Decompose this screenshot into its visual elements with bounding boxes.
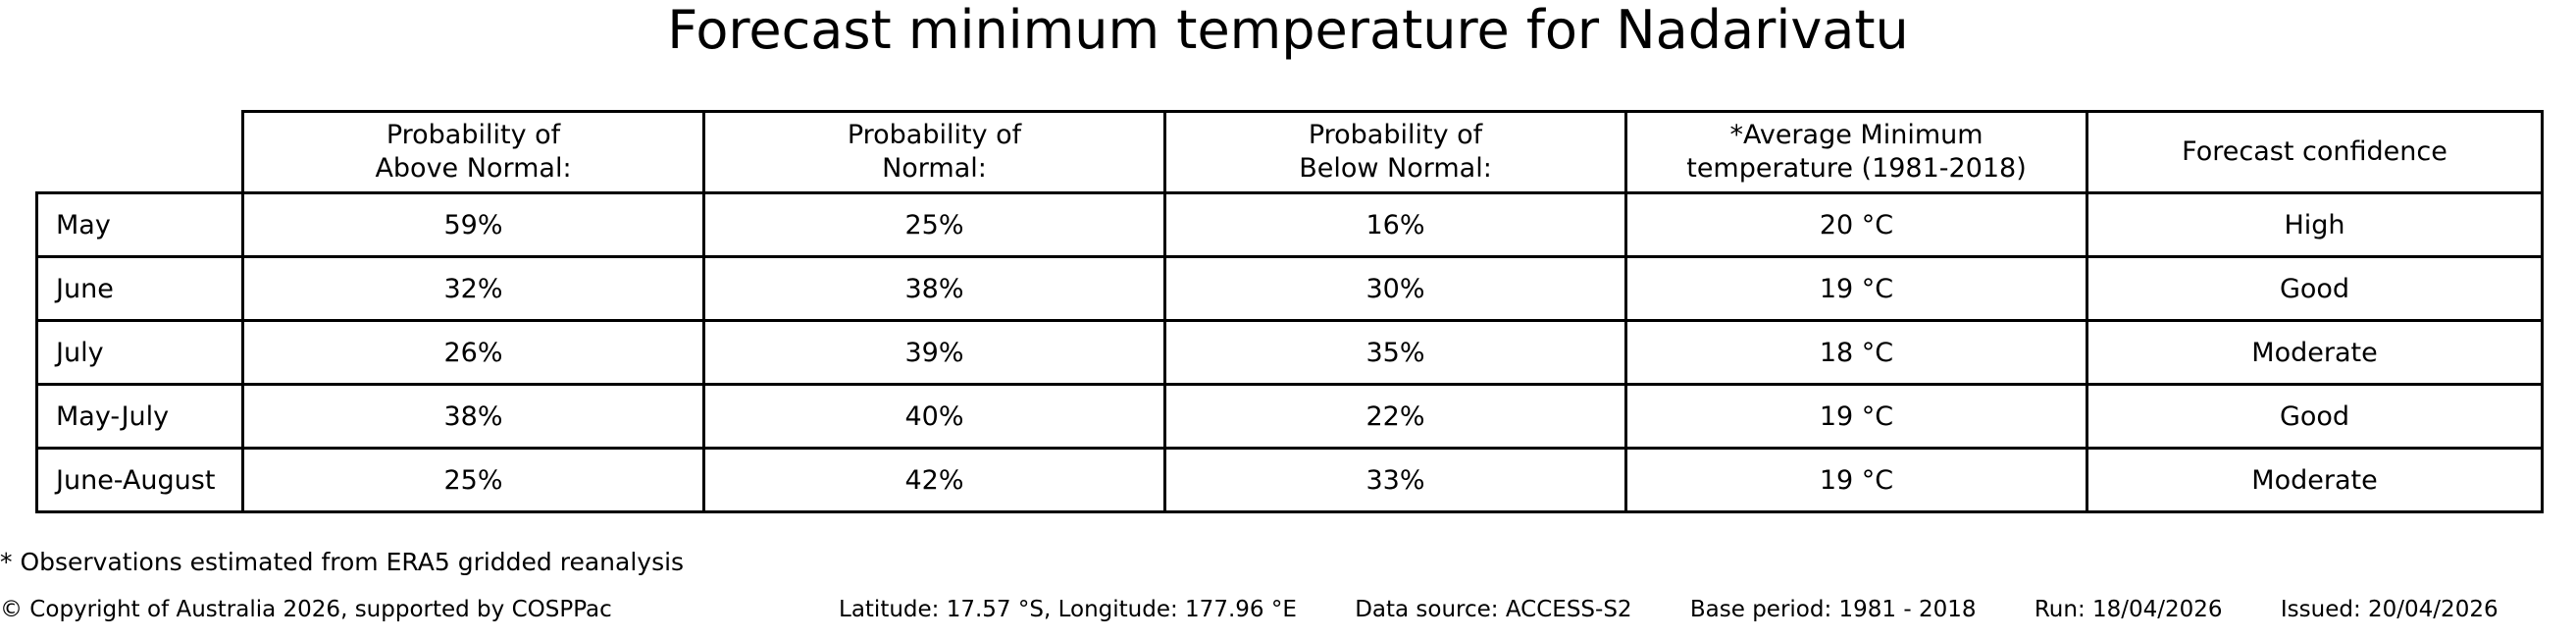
row-label: June-August [37,449,243,512]
header-line-1: Probability of [1308,120,1483,150]
cell-forecast-confidence: Moderate [2087,321,2543,385]
table-row [37,385,2543,449]
footer-metadata [839,597,2499,622]
table-row [37,193,2543,257]
cell-below-normal: 30% [1165,257,1626,321]
cell-average-min-temp: 19 °C [1626,385,2087,449]
row-label: June [37,257,243,321]
cell-above-normal: 38% [243,385,704,449]
cell-average-min-temp: 20 °C [1626,193,2087,257]
table-row [37,257,2543,321]
cell-above-normal: 32% [243,257,704,321]
footer-run-date: Run: 18/04/2026 [2034,597,2223,622]
footnote: * Observations estimated from ERA5 gridded reanalysis [0,548,685,576]
header-line-2: Above Normal: [375,153,572,184]
header-line-2: Below Normal: [1299,153,1492,184]
cell-normal: 39% [704,321,1165,385]
footer-data-source: Data source: ACCESS-S2 [1355,597,1632,622]
forecast-table-container [35,110,2541,513]
table-body [37,193,2543,512]
footer-base-period: Base period: 1981 - 2018 [1689,597,1977,622]
cell-above-normal: 26% [243,321,704,385]
row-label: May [37,193,243,257]
cell-forecast-confidence: Good [2087,257,2543,321]
table-row [37,449,2543,512]
cell-above-normal: 59% [243,193,704,257]
header-cell-corner [37,112,243,193]
footer [0,597,2576,632]
header-cell-below-normal [1165,112,1626,193]
cell-above-normal: 25% [243,449,704,512]
cell-below-normal: 33% [1165,449,1626,512]
cell-average-min-temp: 18 °C [1626,321,2087,385]
cell-normal: 40% [704,385,1165,449]
header-cell-forecast-confidence [2087,112,2543,193]
footer-location: Latitude: 17.57 °S, Longitude: 177.96 °E [839,597,1297,622]
cell-normal: 25% [704,193,1165,257]
cell-below-normal: 16% [1165,193,1626,257]
cell-average-min-temp: 19 °C [1626,257,2087,321]
footer-issued-date: Issued: 20/04/2026 [2280,597,2499,622]
forecast-table [35,110,2544,513]
header-line-1: *Average Minimum [1729,120,1984,150]
cell-average-min-temp: 19 °C [1626,449,2087,512]
cell-forecast-confidence: Moderate [2087,449,2543,512]
table-header-row [37,112,2543,193]
header-line-2: temperature (1981-2018) [1686,153,2027,184]
header-line-2: Normal: [882,153,987,184]
header-cell-above-normal [243,112,704,193]
copyright-text: © Copyright of Australia 2026, supported by COSPPac [0,597,612,622]
header-line-1: Probability of [386,120,561,150]
header-line-1: Forecast confidence [2182,136,2447,167]
cell-normal: 38% [704,257,1165,321]
row-label: May-July [37,385,243,449]
cell-below-normal: 22% [1165,385,1626,449]
header-cell-normal [704,112,1165,193]
cell-forecast-confidence: High [2087,193,2543,257]
row-label: July [37,321,243,385]
cell-forecast-confidence: Good [2087,385,2543,449]
cell-below-normal: 35% [1165,321,1626,385]
header-line-1: Probability of [847,120,1022,150]
table-row [37,321,2543,385]
header-cell-average-min-temp [1626,112,2087,193]
page-title: Forecast minimum temperature for Nadarivatu [667,0,1909,61]
cell-normal: 42% [704,449,1165,512]
